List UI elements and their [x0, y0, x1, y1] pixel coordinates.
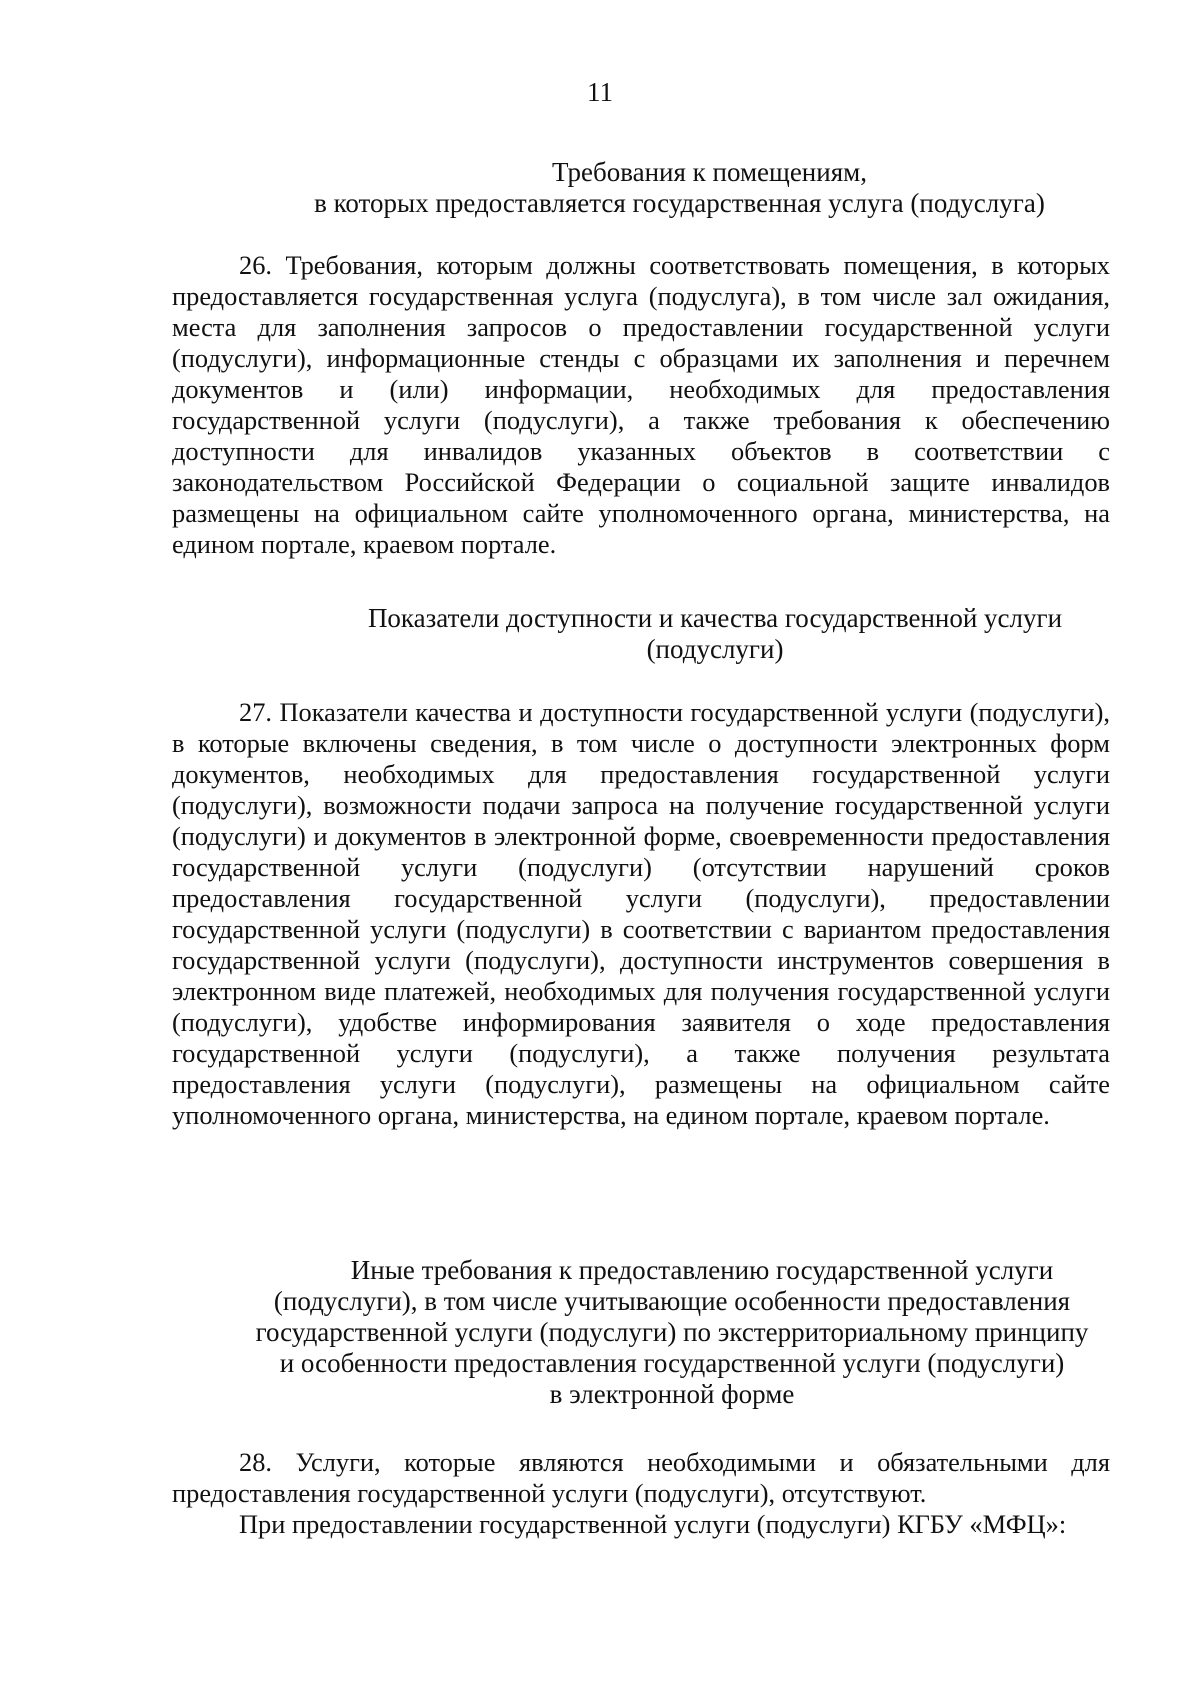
heading-line: и особенности предоставления государственной услуги (подуслуги)	[279, 1348, 1065, 1378]
paragraph-26: 26. Требования, которым должны соответствовать помещения, в которых предоставляется государственная услуга (подуслуга), в том числе зал ожидания, места для заполнения запросов о предоставлении государственной услуги (подуслуги), информационные стенды с образцами их заполнения и перечнем документов и (или) информации, необходимых для предоставления государственной услуги (подуслуги), а также требования к обеспечению доступности для инвалидов указанных объектов в соответствии с законодательством Российской Федерации о социальной защите инвалидов размещены на официальном сайте уполномоченного органа, министерства, на едином портале, краевом портале.	[172, 250, 1110, 559]
paragraph-28: 28. Услуги, которые являются необходимыми и обязательными для предоставления государственной услуги (подуслуги), отсутствуют.	[172, 1447, 1110, 1508]
heading-line: (подуслуги), в том числе учитывающие особенности предоставления	[273, 1286, 1071, 1316]
heading-line: в электронной форме	[549, 1379, 795, 1409]
heading-line: Требования к помещениям,	[552, 157, 867, 187]
heading-line: государственной услуги (подуслуги) по экстерриториальному принципу	[255, 1317, 1089, 1347]
section-heading-other-requirements	[172, 1255, 1172, 1410]
heading-line: в которых предоставляется государственная услуга (подуслуга)	[314, 188, 1045, 218]
heading-line: Иные требования к предоставлению государственной услуги	[350, 1255, 1054, 1285]
heading-line: Показатели доступности и качества государственной услуги	[367, 603, 1063, 633]
section-heading-premises	[172, 157, 1187, 219]
paragraph-mfc-intro: При предоставлении государственной услуги (подуслуги) КГБУ «МФЦ»:	[239, 1509, 1067, 1539]
heading-line: (подуслуги)	[646, 634, 784, 664]
page-number: 11	[587, 77, 613, 107]
section-heading-indicators	[240, 603, 1190, 665]
paragraph-27: 27. Показатели качества и доступности государственной услуги (подуслуги), в которые включены сведения, в том числе о доступности электронных форм документов, необходимых для предоставления государственной услуги (подуслуги), возможности подачи запроса на получение государственной услуги (подуслуги) и документов в электронной форме, своевременности предоставления государственной услуги (подуслуги) (отсутствии нарушений сроков предоставления государственной услуги (подуслуги), предоставлении государственной услуги (подуслуги) в соответствии с вариантом предоставления государственной услуги (подуслуги), доступности инструментов совершения в электронном виде платежей, необходимых для получения государственной услуги (подуслуги), удобстве информирования заявителя о ходе предоставления государственной услуги (подуслуги), а также получения результата предоставления услуги (подуслуги), размещены на официальном сайте уполномоченного органа, министерства, на едином портале, краевом портале.	[172, 697, 1110, 1130]
